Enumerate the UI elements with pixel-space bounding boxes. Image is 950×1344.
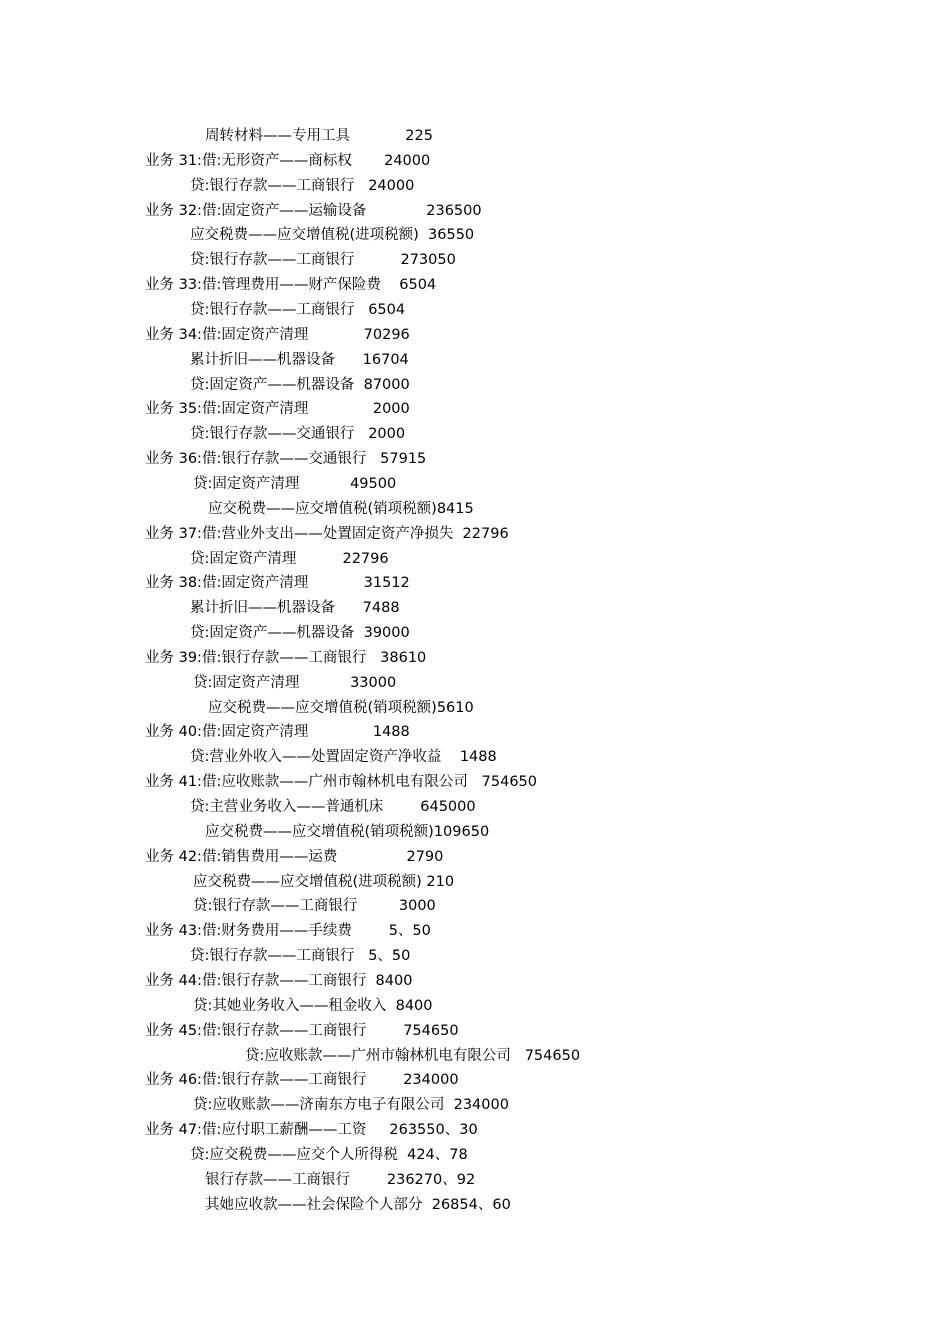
journal-line: 贷:应收账款——广州市翰林机电有限公司 754650 xyxy=(245,1047,581,1064)
journal-line: 业务 42:借:销售费用——运费 2790 xyxy=(145,848,444,865)
journal-line: 贷:银行存款——工商银行 5、50 xyxy=(190,948,411,965)
journal-line: 累计折旧——机器设备 7488 xyxy=(190,600,400,617)
journal-line: 应交税费——应交增值税(销项税额)5610 xyxy=(208,699,474,716)
journal-line: 贷:银行存款——工商银行 3000 xyxy=(193,898,436,915)
journal-line: 业务 37:借:营业外支出——处置固定资产净损失 22796 xyxy=(145,525,509,542)
journal-line: 贷:应交税费——应交个人所得税 424、78 xyxy=(190,1146,468,1163)
journal-line: 累计折旧——机器设备 16704 xyxy=(190,351,409,368)
journal-line: 业务 39:借:银行存款——工商银行 38610 xyxy=(145,649,427,666)
journal-line: 贷:营业外收入——处置固定资产净收益 1488 xyxy=(190,749,497,766)
journal-line: 业务 40:借:固定资产清理 1488 xyxy=(145,724,410,741)
journal-line: 贷:固定资产清理 33000 xyxy=(193,674,397,691)
journal-line: 业务 46:借:银行存款——工商银行 234000 xyxy=(145,1072,459,1089)
journal-line: 贷:银行存款——工商银行 24000 xyxy=(190,177,415,194)
journal-line: 贷:固定资产——机器设备 39000 xyxy=(190,625,410,641)
journal-line: 业务 38:借:固定资产清理 31512 xyxy=(145,575,410,592)
journal-line: 业务 32:借:固定资产——运输设备 236500 xyxy=(145,202,482,219)
journal-line: 贷:固定资产清理 49500 xyxy=(193,475,397,492)
journal-line: 业务 33:借:管理费用——财产保险费 6504 xyxy=(145,277,437,294)
journal-line: 应交税费——应交增值税(销项税额)109650 xyxy=(205,823,490,840)
journal-line: 周转材料——专用工具 225 xyxy=(205,128,433,144)
journal-line: 贷:主营业务收入——普通机床 645000 xyxy=(190,799,476,815)
journal-line: 贷:其她业务收入——租金收入 8400 xyxy=(193,997,433,1014)
journal-line: 业务 41:借:应收账款——广州市翰林机电有限公司 754650 xyxy=(145,774,538,791)
journal-line: 贷:银行存款——工商银行 6504 xyxy=(190,302,406,318)
journal-line: 贷:银行存款——工商银行 273050 xyxy=(190,252,456,269)
journal-line: 应交税费——应交增值税(销项税额)8415 xyxy=(208,500,474,517)
journal-line: 业务 36:借:银行存款——交通银行 57915 xyxy=(145,451,427,468)
journal-line: 业务 47:借:应付职工薪酬——工资 263550、30 xyxy=(145,1122,478,1138)
journal-line: 应交税费——应交增值税(进项税额) 36550 xyxy=(190,227,475,244)
journal-line: 贷:固定资产——机器设备 87000 xyxy=(190,376,410,393)
journal-line: 其她应收款——社会保险个人部分 26854、60 xyxy=(205,1196,511,1213)
journal-line: 业务 35:借:固定资产清理 2000 xyxy=(145,401,410,418)
journal-line: 业务 43:借:财务费用——手续费 5、50 xyxy=(145,923,431,940)
journal-line: 贷:银行存款——交通银行 2000 xyxy=(190,426,406,443)
journal-line: 业务 31:借:无形资产——商标权 24000 xyxy=(145,152,431,169)
journal-line: 银行存款——工商银行 236270、92 xyxy=(205,1171,476,1188)
journal-line: 贷:应收账款——济南东方电子有限公司 234000 xyxy=(193,1097,509,1114)
journal-line: 贷:固定资产清理 22796 xyxy=(190,550,389,567)
journal-line: 应交税费——应交增值税(进项税额) 210 xyxy=(193,873,455,890)
journal-line: 业务 34:借:固定资产清理 70296 xyxy=(145,326,410,343)
journal-line: 业务 45:借:银行存款——工商银行 754650 xyxy=(145,1022,459,1039)
journal-line: 业务 44:借:银行存款——工商银行 8400 xyxy=(145,972,413,989)
